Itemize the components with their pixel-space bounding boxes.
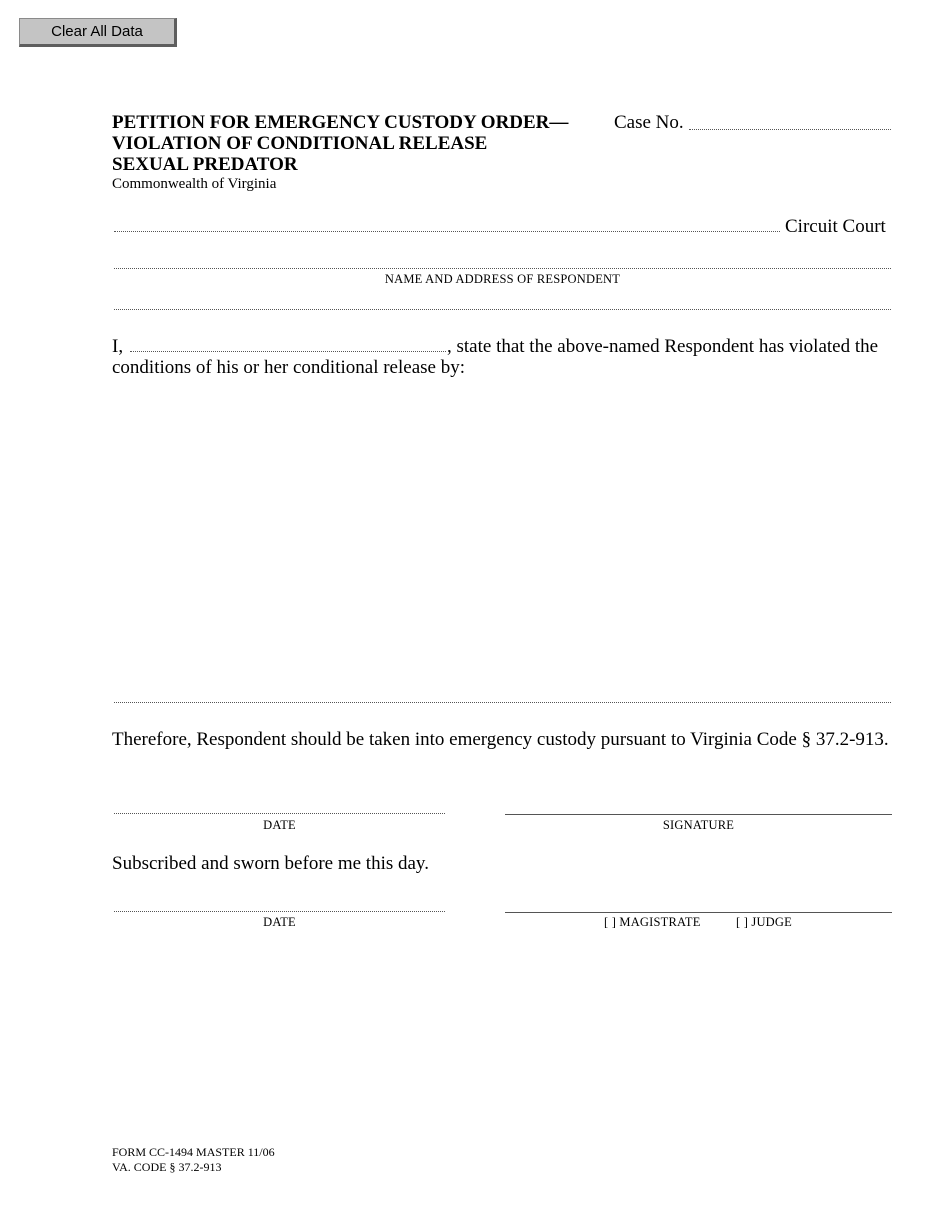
sworn-date-label: DATE <box>263 915 296 929</box>
sworn-date-input[interactable] <box>114 897 445 912</box>
magistrate-checkbox[interactable]: [ ] MAGISTRATE <box>604 915 701 929</box>
circuit-court-label: Circuit Court <box>785 216 886 237</box>
respondent-name-input[interactable] <box>114 254 891 269</box>
judge-checkbox[interactable]: [ ] JUDGE <box>736 915 792 929</box>
conclusion-text: Therefore, Respondent should be taken into emergency custody pursuant to Virginia Code § 37.2-913. <box>112 729 889 750</box>
signature-label: SIGNATURE <box>662 818 735 832</box>
case-number-input[interactable] <box>689 115 891 130</box>
code-reference: VA. CODE § 37.2-913 <box>112 1160 222 1174</box>
title-line-1: PETITION FOR EMERGENCY CUSTODY ORDER— <box>112 112 569 133</box>
petition-date-input[interactable] <box>114 799 445 814</box>
signature-line[interactable] <box>505 814 892 815</box>
statement-prefix: I, <box>112 336 124 357</box>
form-title <box>112 112 568 175</box>
title-line-3: SEXUAL PREDATOR <box>112 154 298 175</box>
jurisdiction-subtitle: Commonwealth of Virginia <box>112 176 277 192</box>
statement-line-2: conditions of his or her conditional release by: <box>112 357 465 378</box>
form-footer <box>112 1145 275 1175</box>
sworn-text: Subscribed and sworn before me this day. <box>112 853 429 874</box>
violation-details-textarea[interactable] <box>112 384 895 688</box>
title-line-2: VIOLATION OF CONDITIONAL RELEASE <box>112 133 488 154</box>
circuit-court-input[interactable] <box>114 217 780 232</box>
respondent-caption: NAME AND ADDRESS OF RESPONDENT <box>384 272 621 286</box>
case-number-label: Case No. <box>614 112 684 133</box>
official-signature-line[interactable] <box>505 912 892 913</box>
petitioner-name-input[interactable] <box>130 337 446 352</box>
petition-date-label: DATE <box>263 818 296 832</box>
details-bottom-rule <box>114 702 891 703</box>
clear-all-data-button[interactable]: Clear All Data <box>19 18 177 47</box>
statement-suffix: , state that the above-named Respondent has violated the <box>447 336 879 357</box>
form-id: FORM CC-1494 MASTER 11/06 <box>112 1145 275 1159</box>
respondent-address-input[interactable] <box>114 295 891 310</box>
